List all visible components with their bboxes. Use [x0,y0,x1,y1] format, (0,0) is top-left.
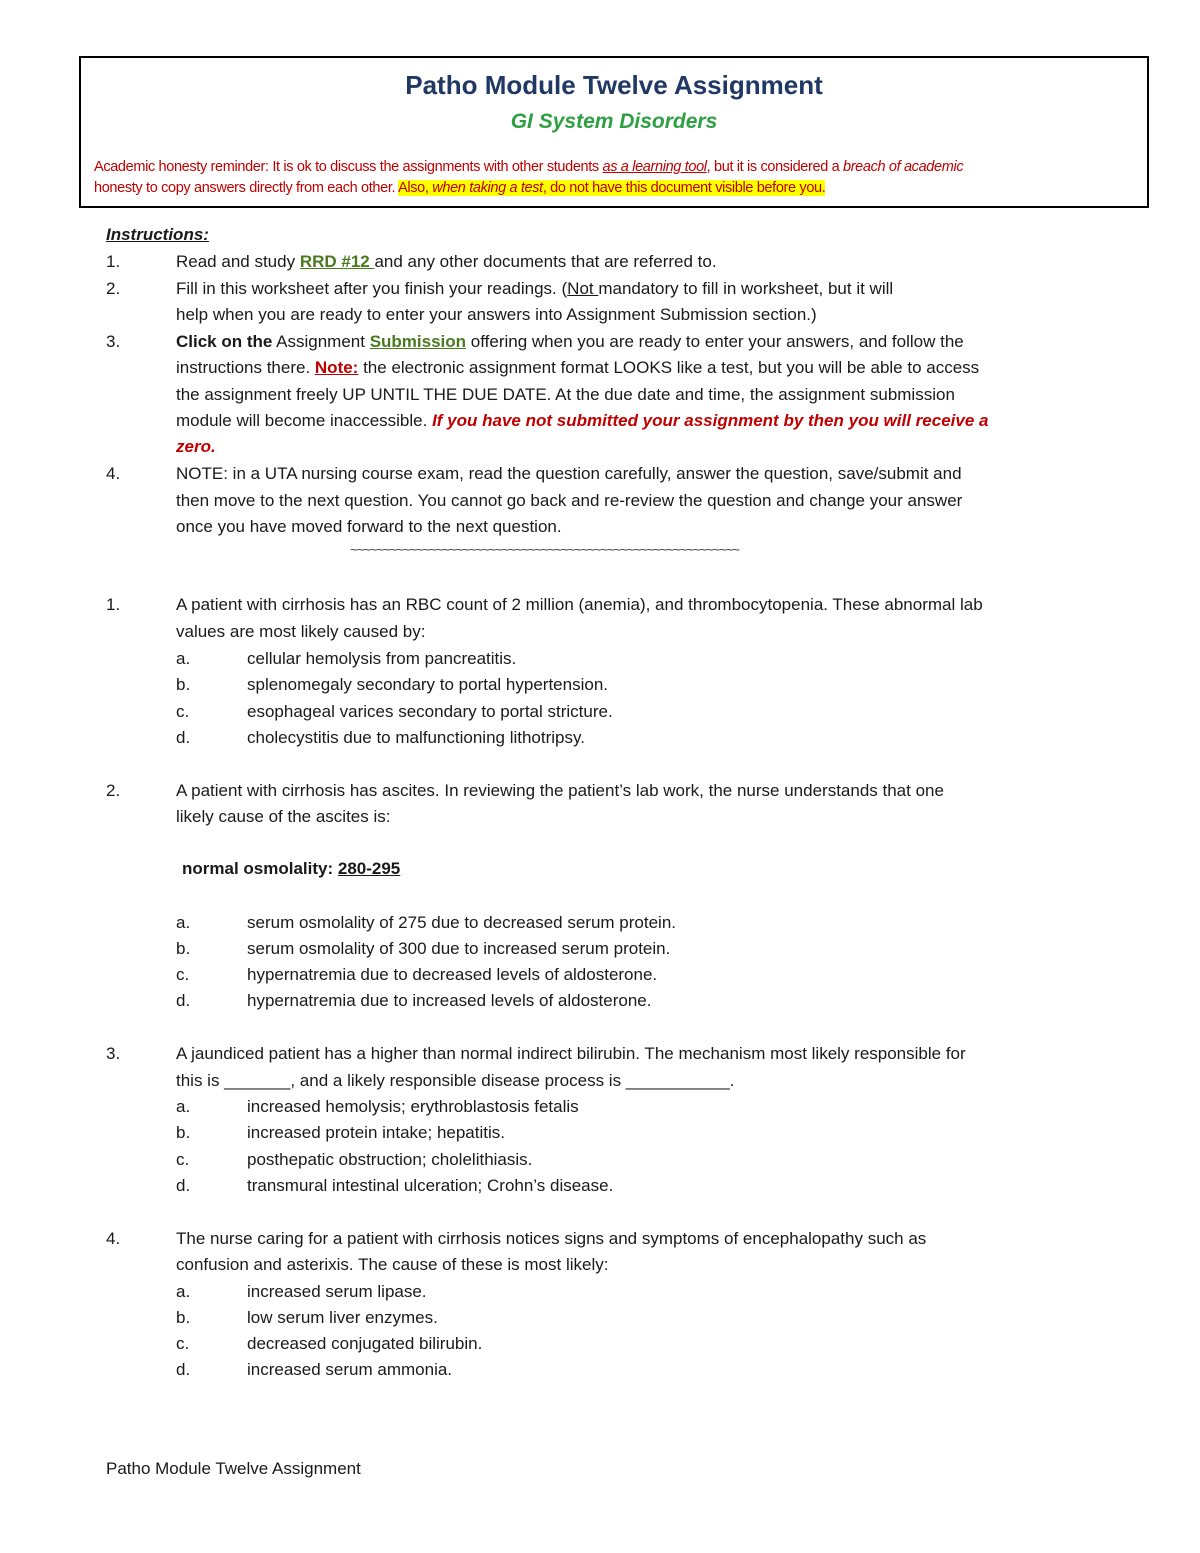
option-text: esophageal varices secondary to portal stricture. [247,702,613,721]
instruction-item-1 [176,252,717,272]
option-letter: d. [176,991,191,1010]
instruction-text: Read and study [176,252,300,271]
question-1-text: A patient with cirrhosis has an RBC count of 2 million (anemia), and thrombocytopenia. These abnormal lab [176,595,983,614]
option-letter: d. [176,728,191,747]
question-number: 2. [106,781,121,800]
instruction-item-4-cont: once you have moved forward to the next question. [176,517,562,536]
honesty-highlight-text: , do not have this document visible before you. [542,180,826,196]
option-text: decreased conjugated bilirubin. [247,1334,483,1353]
instruction-text: instructions there. [176,358,315,377]
option-letter: c. [176,1150,190,1169]
instruction-not: Not [567,279,599,298]
instruction-number: 4. [106,464,121,483]
question-3-text: A jaundiced patient has a higher than normal indirect bilirubin. The mechanism most likely responsible for [176,1044,966,1063]
document-subtitle: GI System Disorders [510,110,718,133]
honesty-lead: Academic honesty reminder: [94,159,269,175]
note-label: normal osmolality: [182,859,338,878]
instruction-item-3-cont [176,411,988,431]
option-text: low serum liver enzymes. [247,1308,438,1327]
option-text: cellular hemolysis from pancreatitis. [247,649,517,668]
instruction-warning: If you have not submitted your assignment by then you will receive a [432,411,989,430]
option-letter: b. [176,1123,191,1142]
question-number: 1. [106,595,121,614]
option-text: transmural intestinal ulceration; Crohn’s disease. [247,1176,614,1195]
instruction-text: Fill in this worksheet after you finish your readings. ( [176,279,568,298]
option-letter: a. [176,1282,191,1301]
question-3-text: this is _______, and a likely responsible disease process is ___________. [176,1071,735,1090]
option-text: increased hemolysis; erythroblastosis fetalis [247,1097,579,1116]
instructions-heading [106,225,209,245]
question-number: 4. [106,1229,121,1248]
normal-osmolality-note [182,859,400,879]
option-letter: c. [176,965,190,984]
instruction-item-3-cont [176,437,216,457]
page-footer: Patho Module Twelve Assignment [106,1459,361,1478]
note-value: 280-295 [337,859,401,878]
option-text: serum osmolality of 300 due to increased serum protein. [247,939,671,958]
instruction-text: and any other documents that are referred to. [374,252,717,271]
instruction-click: Click on the [176,332,273,351]
question-4-text: The nurse caring for a patient with cirrhosis notices signs and symptoms of encephalopathy such as [176,1229,927,1248]
instruction-text: Assignment [272,332,370,351]
honesty-text: honesty to copy answers directly from each other. [94,180,399,196]
honesty-text: , but it is considered a [706,159,843,175]
option-text: serum osmolality of 275 due to decreased serum protein. [247,913,677,932]
instruction-item-4-cont: then move to the next question. You cannot go back and re-review the question and change your answer [176,491,963,510]
option-text: cholecystitis due to malfunctioning lithotripsy. [247,728,585,747]
option-text: posthepatic obstruction; cholelithiasis. [247,1150,533,1169]
instruction-note: Note: [314,358,359,377]
option-letter: a. [176,649,191,668]
instructions-heading-text: Instructions: [106,225,209,244]
instruction-number: 1. [106,252,121,271]
submission-link[interactable]: Submission [369,332,467,351]
instruction-number: 3. [106,332,121,351]
divider: ~~~~~~~~~~~~~~~~~~~~~~~~~~~~~~~~~~~~~~~~~~~~~~~~~~~~~~~~~~~ [350,542,739,557]
instruction-item-4: NOTE: in a UTA nursing course exam, read the question carefully, answer the question, save/submit and [176,464,962,483]
option-letter: b. [176,675,191,694]
option-letter: b. [176,939,191,958]
instruction-item-2-cont: help when you are ready to enter your answers into Assignment Submission section.) [176,305,817,324]
instruction-item-3-cont [176,358,979,378]
academic-honesty-reminder [94,157,1133,199]
instruction-item-3-cont: the assignment freely UP UNTIL THE DUE DATE. At the due date and time, the assignment submission [176,385,955,404]
instruction-item-3 [176,332,964,352]
honesty-text: It is ok to discuss the assignments with other students [268,159,603,175]
option-letter: c. [176,702,190,721]
option-letter: c. [176,1334,190,1353]
option-text: hypernatremia due to increased levels of aldosterone. [247,991,652,1010]
honesty-breach: breach of academic [842,159,964,175]
option-letter: a. [176,1097,191,1116]
question-2-text: A patient with cirrhosis has ascites. In reviewing the patient’s lab work, the nurse understands that one [176,781,944,800]
honesty-highlight [398,180,825,196]
option-letter: a. [176,913,191,932]
question-4-text: confusion and asterixis. The cause of these is most likely: [176,1255,609,1274]
header-box [79,56,1149,208]
option-text: increased protein intake; hepatitis. [247,1123,505,1142]
option-text: splenomegaly secondary to portal hypertension. [247,675,608,694]
option-letter: d. [176,1360,191,1379]
instruction-warning: zero. [176,437,216,456]
document-title: Patho Module Twelve Assignment [405,70,823,100]
question-1-text: values are most likely caused by: [176,622,426,641]
instruction-number: 2. [106,279,121,298]
question-number: 3. [106,1044,121,1063]
option-text: hypernatremia due to decreased levels of aldosterone. [247,965,658,984]
instruction-text: the electronic assignment format LOOKS like a test, but you will be able to access [358,358,980,377]
question-2-text: likely cause of the ascites is: [176,807,391,826]
honesty-highlight-test: when taking a test [432,180,543,196]
option-text: increased serum lipase. [247,1282,427,1301]
honesty-learning-tool: as a learning tool [602,159,707,175]
instruction-text: mandatory to fill in worksheet, but it will [598,279,894,298]
rrd-12-link[interactable]: RRD #12 [299,252,375,271]
option-text: increased serum ammonia. [247,1360,453,1379]
option-letter: b. [176,1308,191,1327]
option-letter: d. [176,1176,191,1195]
instruction-text: offering when you are ready to enter your answers, and follow the [466,332,964,351]
instruction-item-2 [176,279,893,299]
instruction-text: module will become inaccessible. [176,411,433,430]
honesty-highlight-text: Also, [398,180,433,196]
